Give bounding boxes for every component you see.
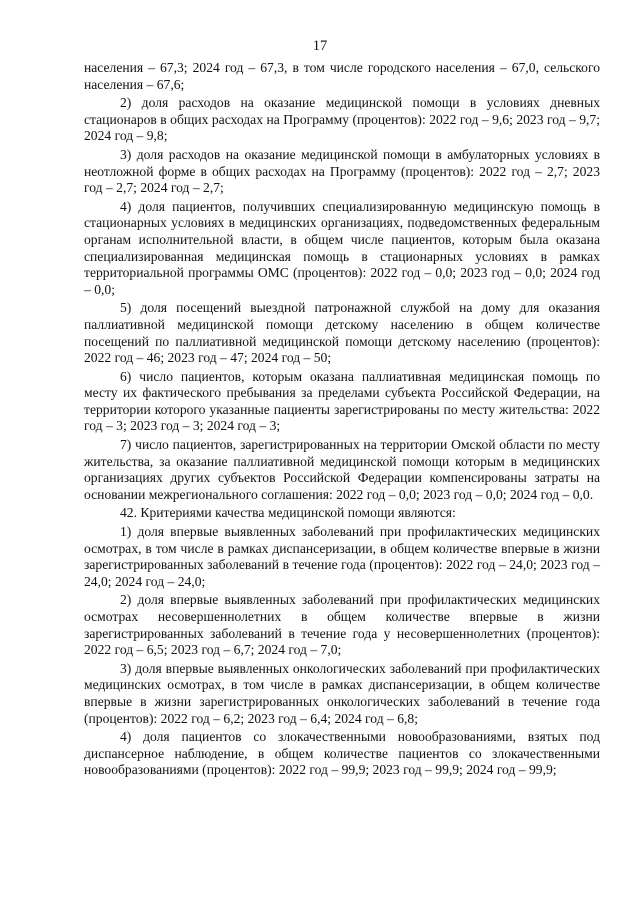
page-number: 17 bbox=[312, 38, 328, 54]
paragraph-item-3: 3) доля расходов на оказание медицинской помощи в амбулаторных условиях в неотложной форме в общих расходах на Программу (процентов): 2022 год – 2,7; 2023 год – 2,7; 2024 год – 2,7; bbox=[84, 146, 600, 196]
section-heading-42: 42. Критериями качества медицинской помощи являются: bbox=[120, 505, 456, 521]
paragraph-item-7: 7) число пациентов, зарегистрированных на территории Омской области по месту жительства, за оказание паллиативной медицинской помощи которым в медицинских организациях других субъектов Российской Федерации компенсированы затраты на основании межрегионального соглашения: 2022 год – 0,0; 2023 год – 0,0; 2024 год – 0,0. bbox=[84, 437, 600, 502]
quality-criterion-4: 4) доля пациентов со злокачественными новообразованиями, взятых под диспансерное наблюдение, в общем количестве пациентов со злокачественными новообразованиями (процентов): 2022 год – 99,9; 2023 год – 99,9; 2024 год – 99,9; bbox=[84, 729, 600, 778]
document-body bbox=[84, 60, 600, 781]
quality-criterion-1: 1) доля впервые выявленных заболеваний при профилактических медицинских осмотрах, в том числе в рамках диспансеризации, в общем количестве впервые в жизни зарегистрированных заболеваний в течение года (процентов): 2022 год – 24,0; 2023 год – 24,0; 2024 год – 24,0; bbox=[84, 524, 600, 589]
paragraph-item-4: 4) доля пациентов, получивших специализированную медицинскую помощь в стационарных условиях в медицинских организациях, подведомственных федеральным органам исполнительной власти, в общем числе пациентов, которым была оказана специализированная медицинская помощь в стационарных условиях в рамках территориальной программы ОМС (процентов): 2022 год – 0,0; 2023 год – 0,0; 2024 год – 0,0; bbox=[84, 198, 600, 297]
paragraph-item-2: 2) доля расходов на оказание медицинской помощи в условиях дневных стационаров в общих расходах на Программу (процентов): 2022 год – 9,6; 2023 год – 9,7; 2024 год – 9,8; bbox=[84, 95, 600, 144]
paragraph-continuation: населения – 67,3; 2024 год – 67,3, в том числе городского населения – 67,0, сельского населения – 67,6; bbox=[84, 60, 600, 92]
paragraph-item-6: 6) число пациентов, которым оказана паллиативная медицинская помощь по месту их фактического пребывания за пределами субъекта Российской Федерации, на территории которого указанные пациенты зарегистрированы по месту жительства: 2022 год – 3; 2023 год – 3; 2024 год – 3; bbox=[84, 368, 600, 434]
quality-criterion-2: 2) доля впервые выявленных заболеваний при профилактических медицинских осмотрах несовершеннолетних в общем количестве впервые в жизни зарегистрированных заболеваний в течение года у несовершеннолетних (процентов): 2022 год – 6,5; 2023 год – 6,7; 2024 год – 7,0; bbox=[84, 592, 600, 658]
quality-criterion-3: 3) доля впервые выявленных онкологических заболеваний при профилактических медицинских осмотрах, в том числе в рамках диспансеризации, в общем количестве впервые в жизни зарегистрированных онкологических заболеваний в течение года (процентов): 2022 год – 6,2; 2023 год – 6,4; 2024 год – 6,8; bbox=[84, 660, 600, 726]
paragraph-item-5: 5) доля посещений выездной патронажной службой на дому для оказания паллиативной медицинской помощи детскому населению в общем количестве посещений по паллиативной медицинской помощи детскому населению (процентов): 2022 год – 46; 2023 год – 47; 2024 год – 50; bbox=[84, 300, 600, 366]
